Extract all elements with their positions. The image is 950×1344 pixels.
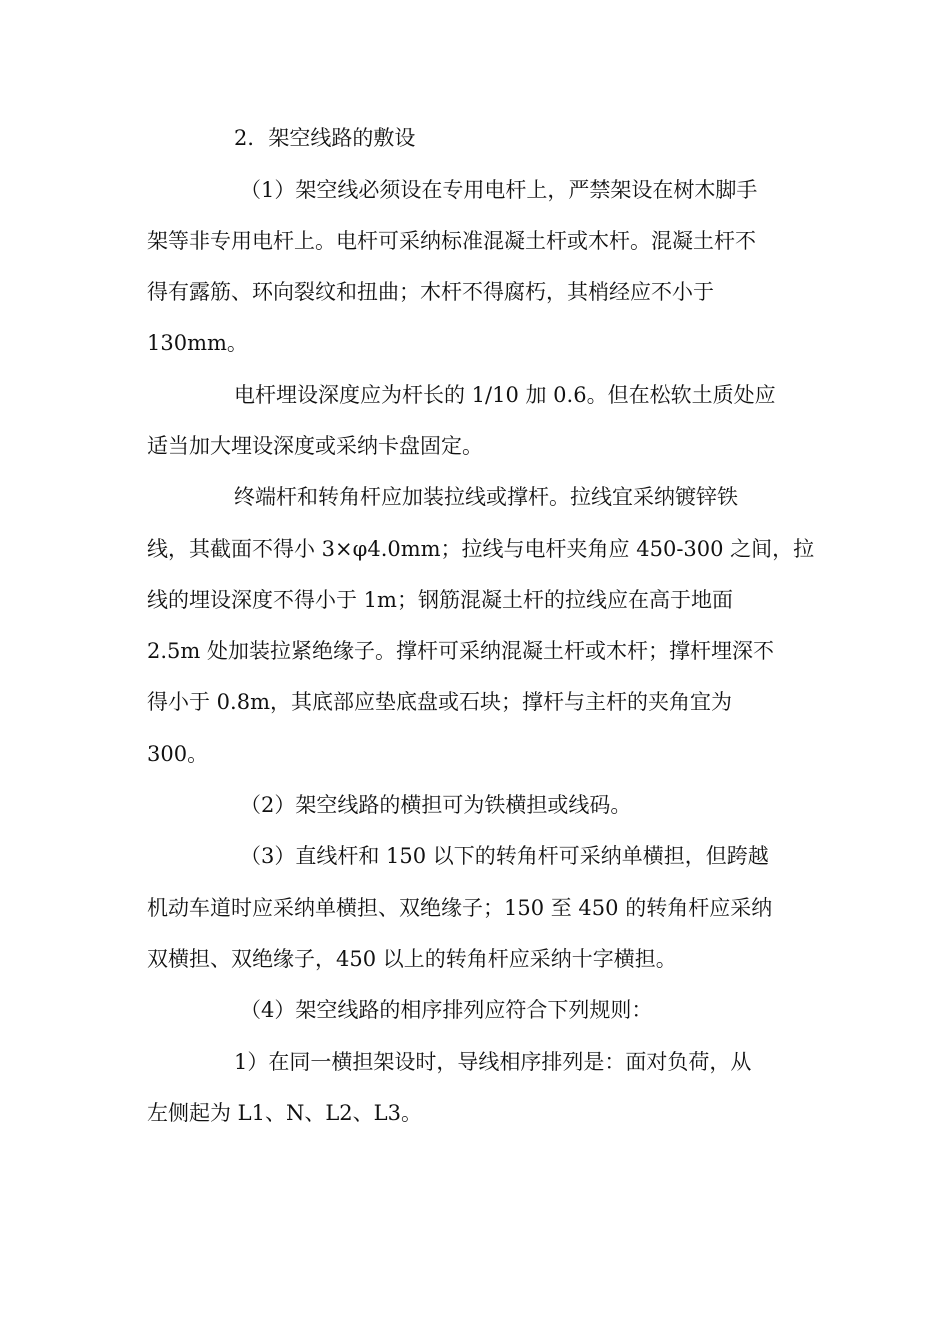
paragraph-line: 左侧起为 L1、N、L2、L3。: [147, 1101, 422, 1125]
paragraph-line: 1）在同一横担架设时，导线相序排列是：面对负荷，从: [234, 1050, 752, 1074]
paragraph-line: 终端杆和转角杆应加装拉线或撑杆。拉线宜采纳镀锌铁: [234, 485, 738, 509]
section-heading: 2．架空线路的敷设: [234, 126, 416, 150]
paragraph-line: 300。: [147, 742, 209, 766]
paragraph-line: 双横担、双绝缘子，450 以上的转角杆应采纳十字横担。: [147, 947, 677, 971]
paragraph-line: 线，其截面不得小 3×φ4.0mm；拉线与电杆夹角应 450-300 之间，拉: [147, 537, 815, 561]
paragraph-line: （3）直线杆和 150 以下的转角杆可采纳单横担，但跨越: [240, 844, 769, 868]
paragraph-line: 2.5m 处加装拉紧绝缘子。撑杆可采纳混凝土杆或木杆；撑杆埋深不: [147, 639, 774, 663]
paragraph-line: （4）架空线路的相序排列应符合下列规则：: [240, 998, 653, 1022]
paragraph-line: 适当加大埋设深度或采纳卡盘固定。: [147, 434, 483, 458]
paragraph-line: 机动车道时应采纳单横担、双绝缘子；150 至 450 的转角杆应采纳: [147, 896, 773, 920]
paragraph-line: （1）架空线必须设在专用电杆上，严禁架设在树木脚手: [240, 178, 758, 202]
paragraph-line: 得有露筋、环向裂纹和扭曲；木杆不得腐朽，其梢经应不小于: [147, 280, 714, 304]
paragraph-line: 线的埋设深度不得小于 1m；钢筋混凝土杆的拉线应在高于地面: [147, 588, 733, 612]
paragraph-line: （2）架空线路的横担可为铁横担或线码。: [240, 793, 632, 817]
paragraph-line: 架等非专用电杆上。电杆可采纳标准混凝土杆或木杆。混凝土杆不: [147, 229, 756, 253]
paragraph-line: 得小于 0.8m，其底部应垫底盘或石块；撑杆与主杆的夹角宜为: [147, 690, 732, 714]
paragraph-line: 电杆埋设深度应为杆长的 1/10 加 0.6。但在松软土质处应: [234, 383, 776, 407]
paragraph-line: 130mm。: [147, 331, 248, 355]
